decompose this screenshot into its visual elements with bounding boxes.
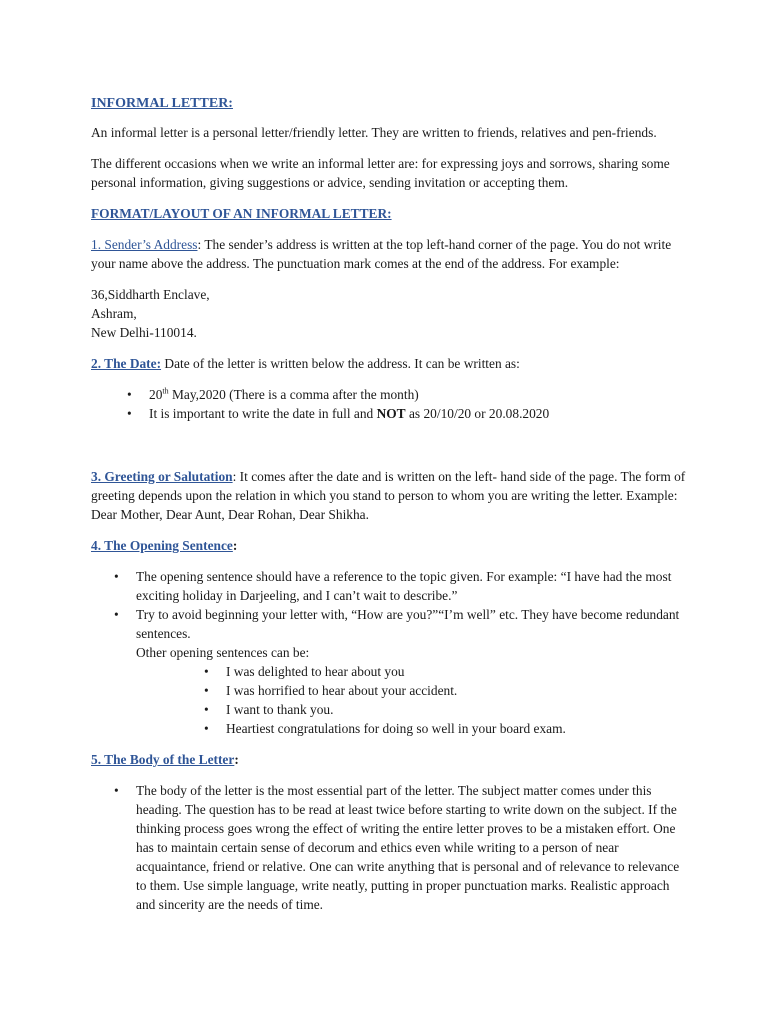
list-item: • It is important to write the date in full and NOT as 20/10/20 or 20.08.2020 (149, 404, 687, 423)
list-item: • Heartiest congratulations for doing so well in your board exam. (226, 719, 687, 738)
page-title: INFORMAL LETTER: (91, 96, 233, 111)
occasions-paragraph: The different occasions when we write an informal letter are: for expressing joys and sorrows, sharing some personal information, giving suggestions or advice, sending invitation or accepting them. (91, 156, 670, 190)
list-item: • The opening sentence should have a reference to the topic given. For example: “I have had the most exciting holiday in Darjeeling, and I can’t wait to describe.” (136, 567, 687, 605)
list-item: • I was delighted to hear about you (226, 662, 687, 681)
spacer (91, 435, 687, 467)
list-item: • I want to thank you. (226, 700, 687, 719)
list-item: • The body of the letter is the most essential part of the letter. The subject matter comes under this heading. The question has to be read at least twice before starting to write down on the subject. If the thinking process goes wrong the effect of writing the entire letter proves to be a mistaken effort. One has to maintain certain sense of decorum and ethics even while writing to a person of near acquaintance, friend or relative. One can write anything that is personal and of relevance to relevance to them. Use simple language, write neatly, putting in proper punctuation marks. Realistic approach and sincerity are the needs of time. (136, 781, 687, 914)
greeting-label: 3. Greeting or Salutation (91, 469, 233, 484)
opening-section: 4. The Opening Sentence: (91, 538, 238, 553)
sender-text: : The sender’s address is written at the top left-hand corner of the page. You do not write your name above the address. The punctuation mark comes at the end of the address. For example: (91, 237, 672, 271)
body-bullet-list (91, 781, 687, 914)
date-bullet-list (91, 385, 687, 423)
body-label: 5. The Body of the Letter (91, 752, 235, 767)
opening-label: 4. The Opening Sentence (91, 538, 233, 553)
format-heading: FORMAT/LAYOUT OF AN INFORMAL LETTER: (91, 206, 392, 221)
intro-paragraph: An informal letter is a personal letter/friendly letter. They are written to friends, relatives and pen-friends. (91, 125, 657, 140)
document-page (91, 94, 687, 926)
greeting-text: : It comes after the date and is written on the left- hand side of the page. The form of greeting depends upon the relation in which you stand to person to whom you are writing the letter. Example: Dear Mother, Dear Aunt, Dear Rohan, Dear Shikha. (91, 469, 686, 522)
sender-address-example (91, 285, 687, 342)
sender-section (91, 235, 687, 273)
address-line: 36,Siddharth Enclave, (91, 287, 210, 302)
date-text: Date of the letter is written below the address. It can be written as: (161, 356, 520, 371)
body-section: 5. The Body of the Letter: (91, 752, 239, 767)
opening-sub-list (136, 662, 687, 738)
address-line: Ashram, (91, 306, 137, 321)
sender-label: 1. Sender’s Address (91, 237, 198, 252)
date-label: 2. The Date: (91, 356, 162, 371)
list-item: • I was horrified to hear about your accident. (226, 681, 687, 700)
other-opening-label: Other opening sentences can be: (136, 645, 310, 660)
list-item: • Try to avoid beginning your letter with, “How are you?”“I’m well” etc. They have become redundant sentences. Other opening sentences can be: • I was delighted to hear about you • I was horrified to hear about your accident. • I want to thank you. • Heartiest congratulations for doing so well in your board exam. (136, 605, 687, 738)
greeting-section (91, 467, 687, 524)
opening-bullet-list (91, 567, 687, 738)
list-item: • 20th May,2020 (There is a comma after the month) (149, 385, 687, 404)
address-line: New Delhi-110014. (91, 325, 197, 340)
date-section (91, 354, 687, 373)
